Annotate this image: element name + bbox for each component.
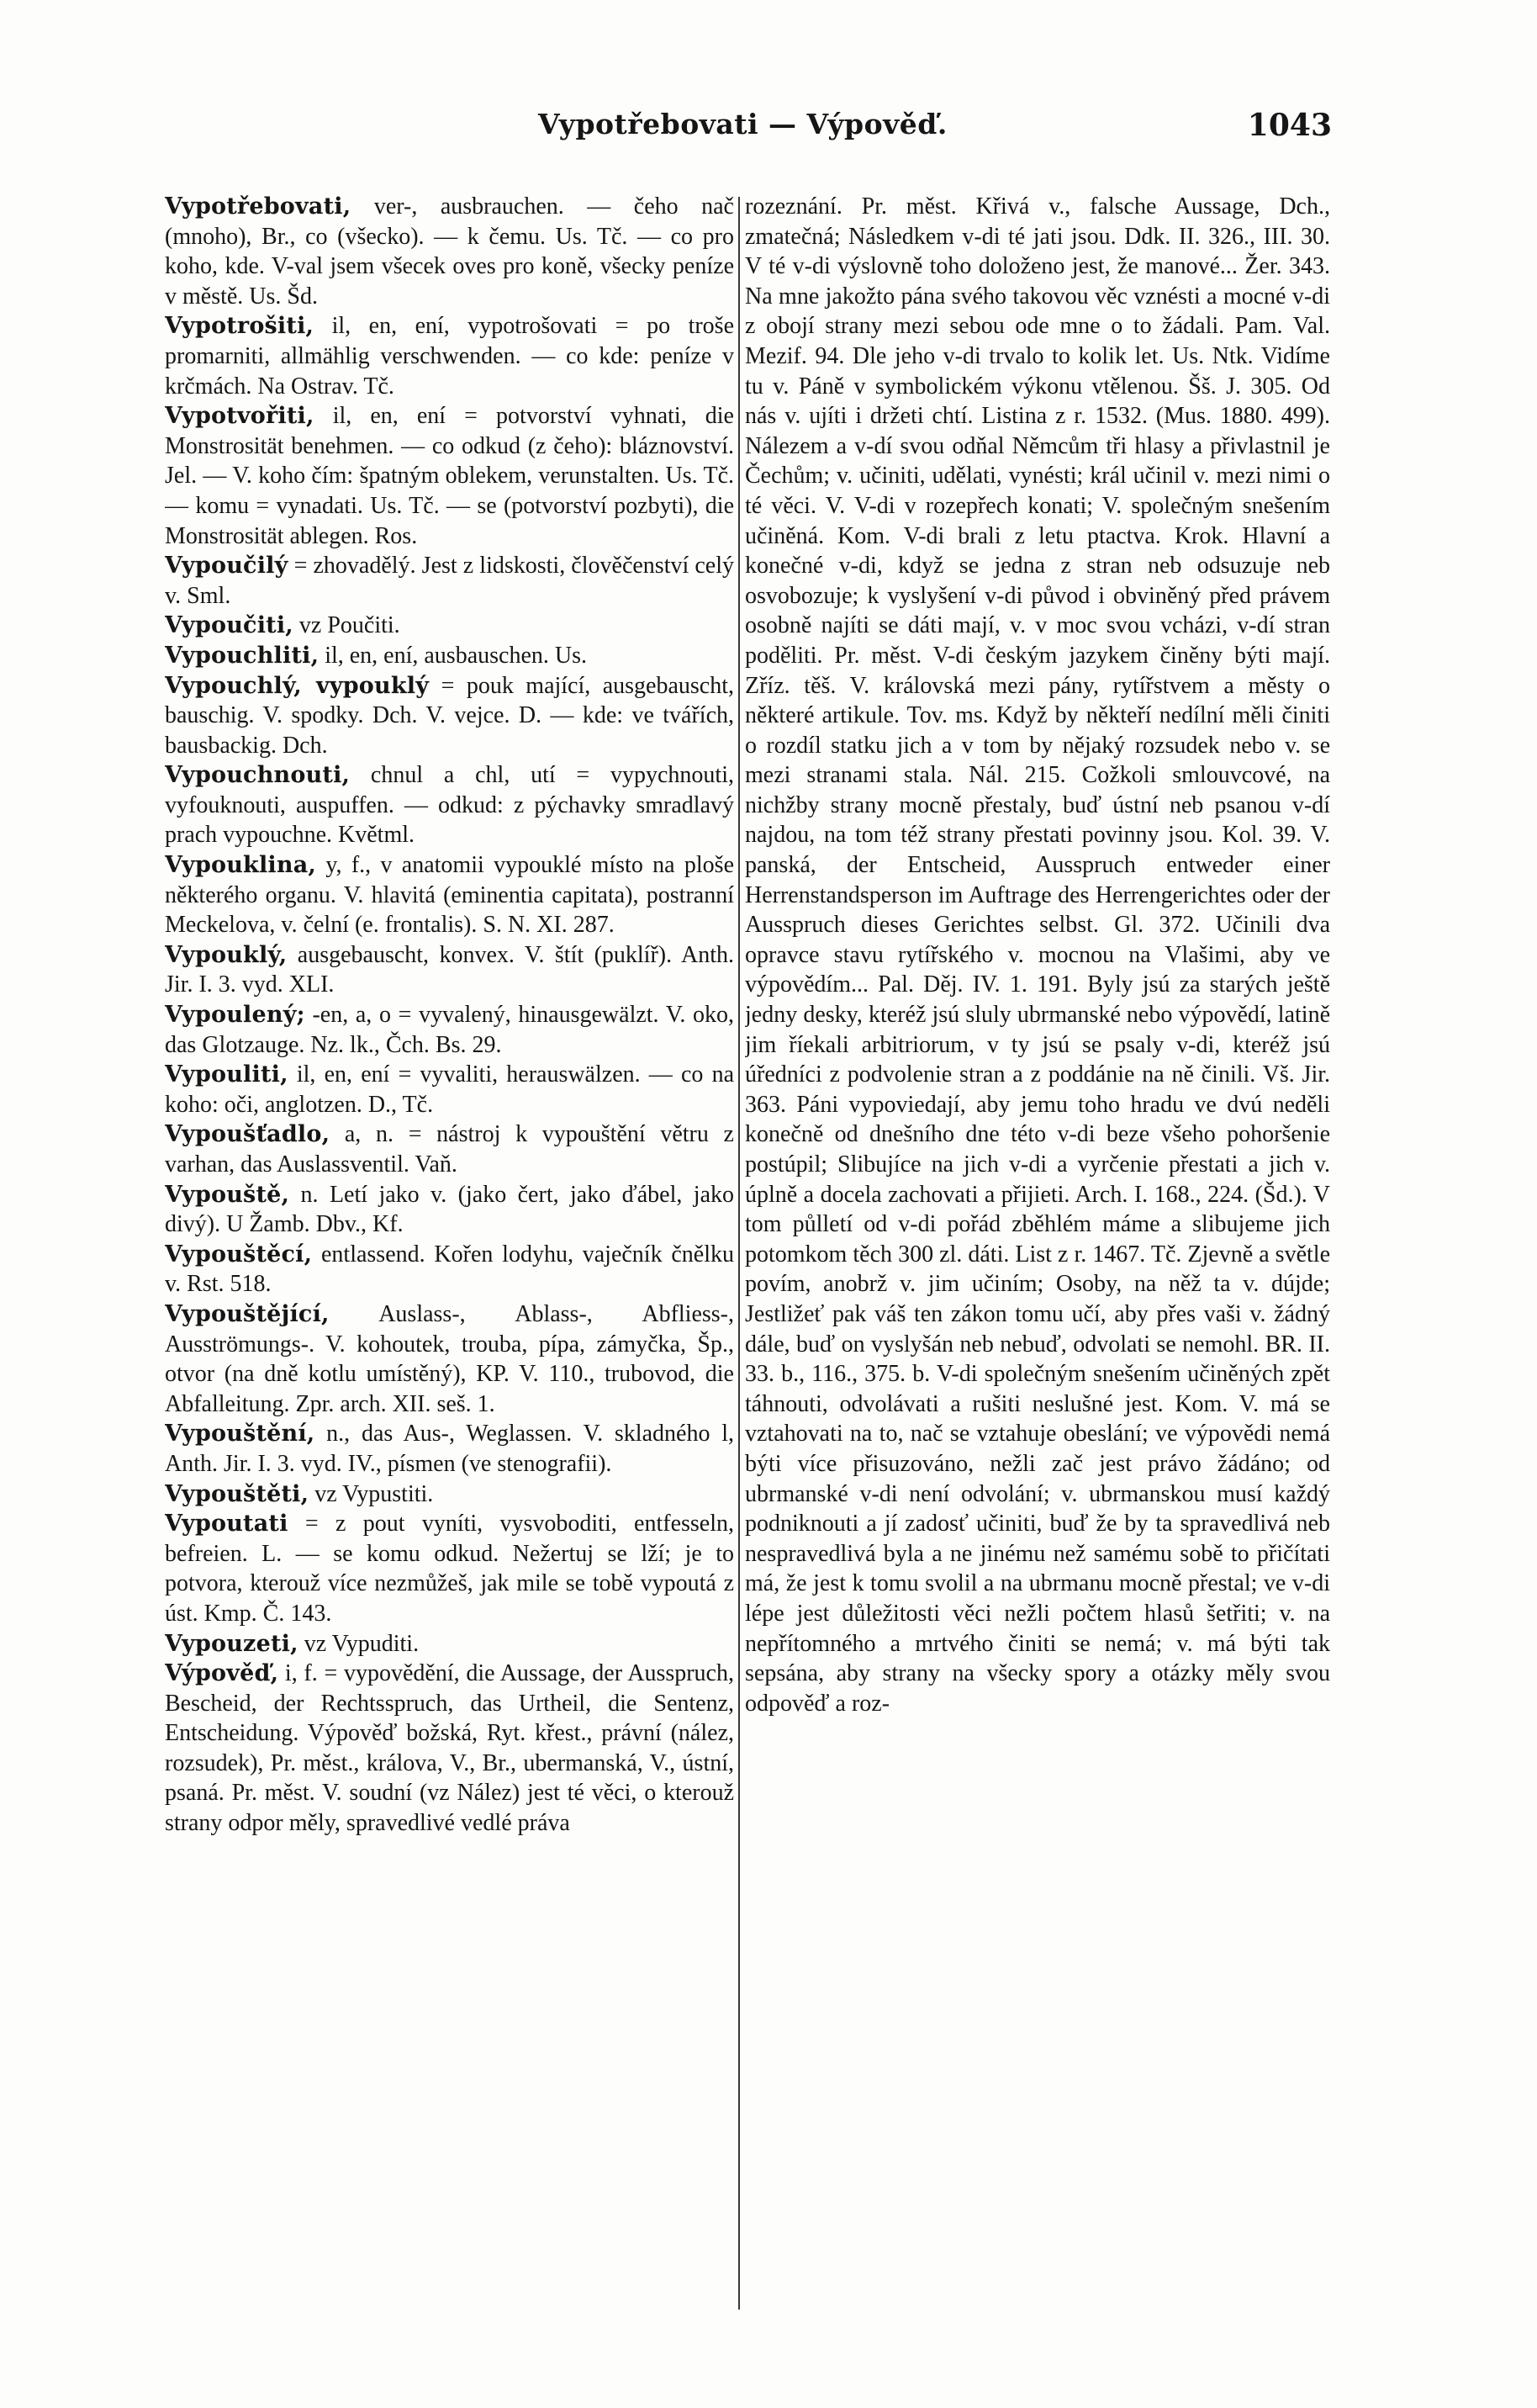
- entry-headword: Vypouštěcí,: [165, 1241, 313, 1268]
- dictionary-entry: [165, 1000, 734, 1060]
- dictionary-entry: [165, 1060, 734, 1119]
- right-column: [745, 192, 1330, 2362]
- dictionary-entry: [165, 1629, 734, 1659]
- page-number: 1043: [1247, 108, 1332, 143]
- entry-definition: vz Vypuditi.: [298, 1630, 420, 1657]
- entry-definition: vz Vypustiti.: [309, 1480, 434, 1507]
- dictionary-entry: [165, 1299, 734, 1419]
- entry-definition: -en, a, o = vyvalený, hinausgewälzt. V. oko, das Glotzauge. Nz. lk., Čch. Bs. 29.: [165, 1002, 734, 1058]
- entry-definition: n. Letí jako v. (jako čert, jako ďábel, jako divý). U Žamb. Dbv., Kf.: [165, 1181, 734, 1238]
- running-head-title: Vypotřebovati — Výpověď.: [538, 108, 948, 140]
- entry-definition: il, en, ení = potvorství vyhnati, die Monstrosität benehmen. — co odkud (z čeho): bláznovství. Jel. — V. koho čím: špatným oblekem, verunstalten. Us. Tč. — komu = vynadati. Us. Tč. — se (potvorství pozbyti), die Monstrosität ablegen. Ros.: [165, 403, 734, 549]
- entry-headword: Vypouklina,: [165, 852, 317, 879]
- dictionary-entry: [165, 760, 734, 850]
- entry-headword: Výpověď,: [165, 1660, 279, 1687]
- entry-headword: Vypouštějící,: [165, 1300, 330, 1327]
- dictionary-entry: [165, 192, 734, 311]
- entry-definition: i, f. = vypovědění, die Aussage, der Ausspruch, Bescheid, der Rechtsspruch, das Urtheil, die Sentenz, Entscheidung. Výpověď božská, Ryt. křest., právní (nález, rozsudek), Pr. měst., králova, V., Br., ubermanská, V., ústní, psaná. Pr. měst. V. soudní (vz Nález) jest té věci, o kterouž strany odpor měly, spravedlivé vedlé práva: [165, 1660, 734, 1837]
- dictionary-entry: [165, 940, 734, 1000]
- dictionary-entry: [165, 551, 734, 611]
- entry-definition: il, en, ení, vypotrošovati = po troše promarniti, allmählig verschwenden. — co kde: peníze v krčmách. Na Ostrav. Tč.: [165, 313, 734, 400]
- dictionary-entry: [165, 641, 734, 671]
- dictionary-entry: [165, 1119, 734, 1179]
- dictionary-entry: [165, 611, 734, 641]
- dictionary-entry: [165, 1509, 734, 1628]
- dictionary-entry: [165, 671, 734, 761]
- dictionary-entry: [165, 401, 734, 551]
- entry-definition: chnul a chl, utí = vypychnouti, vyfouknouti, auspuffen. — odkud: z pýchavky smradlavý prach vypouchne. Květml.: [165, 762, 734, 849]
- entry-headword: Vypouzeti,: [165, 1630, 298, 1657]
- entry-definition: il, en, ení = vyvaliti, herauswälzen. — co na koho: oči, anglotzen. D., Tč.: [165, 1061, 734, 1118]
- dictionary-entry: [165, 1240, 734, 1299]
- entry-headword: Vypotrošiti,: [165, 313, 314, 340]
- entry-headword: Vypouštění,: [165, 1421, 315, 1447]
- entry-headword: Vypouště,: [165, 1181, 290, 1208]
- dictionary-entry: [165, 850, 734, 940]
- entry-definition: vz Poučiti.: [293, 612, 400, 639]
- entry-headword: Vypouliti,: [165, 1061, 288, 1088]
- dictionary-entry: [165, 1479, 734, 1510]
- entry-definition: ver-, ausbrauchen. — čeho nač (mnoho), Br., co (všecko). — k čemu. Us. Tč. — co pro koho, kde. V-val jsem všecek oves pro koně, všecky peníze v městě. Us. Šd.: [165, 193, 734, 310]
- dictionary-entry: [165, 1180, 734, 1240]
- entry-headword: Vypoulený;: [165, 1002, 305, 1029]
- entry-headword: Vypotřebovati,: [165, 193, 351, 220]
- entry-headword: Vypouchlý, vypouklý: [165, 672, 430, 699]
- entry-definition: ausgebauscht, konvex. V. štít (puklíř). Anth. Jir. I. 3. vyd. XLI.: [165, 941, 734, 998]
- dictionary-entry: [165, 1419, 734, 1479]
- entry-definition: = pouk mající, ausgebauscht, bauschig. V. spodky. Dch. V. vejce. D. — kde: ve tvářích, bausbackig. Dch.: [165, 672, 734, 759]
- entry-definition: il, en, ení, ausbauschen. Us.: [319, 642, 588, 669]
- entry-headword: Vypoučiti,: [165, 612, 293, 639]
- dictionary-entry: [165, 311, 734, 401]
- running-head: [0, 108, 1537, 148]
- entry-headword: Vypoučilý: [165, 553, 288, 580]
- entry-headword: Vypoutati: [165, 1511, 288, 1537]
- entry-continuation: rozeznání. Pr. měst. Křivá v., falsche Aussage, Dch., zmatečná; Následkem v-di té jati jsou. Ddk. II. 326., III. 30. V té v-di výslovně toho doloženo jest, že manové... Žer. 343. Na mne jakožto pána svého takovou věc vznésti a mocné v-di z obojí strany mezi sebou ode mne o to žádali. Pam. Val. Mezif. 94. Dle jeho v-di trvalo to kolik let. Us. Ntk. Vidíme tu v. Páně v symbolickém výkonu vtělenou. Šš. J. 305. Od nás v. ujíti i držeti chtí. Listina z r. 1532. (Mus. 1880. 499). Nálezem a v-dí svou odňal Němcům tři hlasy a přivlastnil je Čechům; v. učiniti, udělati, vynésti; král učinil v. mezi nimi o té věci. V. V-di v rozepřech konati; V. společným snešením učiněná. Kom. V-di brali z letu ptactva. Krok. Hlavní a konečné v-di, když se jedna z stran neb odsuzuje neb osvobozuje; k vyslyšení v-di původ i obviněný před právem osobně najíti se dáti mají, v. v moc svou vcházi, v-dí stran poděliti. Pr. měst. V-di českým jazykem činěny býti mají. Zříz. těš. V. královská mezi pány, rytířstvem a městy o některé artikule. Tov. ms. Když by někteří nedílní měli činiti o rozdíl statku jich a v tom by nějaký rozsudek nebo v. se mezi stranami stala. Nál. 215. Cožkoli smlouvcové, na nichžby strany mocně přestaly, buď ústní neb psanou v-dí najdou, na tom též strany přestati povinny jsou. Kol. 39. V. panská, der Entscheid, Ausspruch entweder einer Herrenstandsperson im Auftrage des Herrengerichtes oder der Ausspruch dieses Gerichtes selbst. Gl. 372. Učinili dva opravce stavu rytířského v. mocnou na Vlašimi, aby ve výpovědím... Pal. Děj. IV. 1. 191. Byly jsú za starých ještě jedny desky, kteréž jsú sluly ubrmanské nebo výpovědí, latině jim říekali arbitriorum, v ty jsú se psaly v-di, kteréž jsú úředníci z podvolenie stran a z poddánie na ně činili. Vš. Jir. 363. Páni vypoviedají, aby jemu toho hradu ve dvú neděli konečně od dnešního dne této v-di beze všeho pohoršenie postúpil; Slibujíce na jich v-di a vyrčenie přestati a jich v. úplně a docela zachovati a přijieti. Arch. I. 168., 224. (Šd.). V tom půlletí od v-di pořád zběhlém máme a slibujeme jich potomkom těch 300 zl. dáti. List z r. 1467. Tč. Zjevně a světle povím, anobrž v. jim učiním; Osoby, na něž ta v. dújde; Jestližeť pak váš ten zákon tomu učí, aby přes vaši v. žádný dále, buď on vyslyšán neb nebuď, odvolati se nemohl. BR. II. 33. b., 116., 375. b. V-di společným snešením učiněných zpět táhnouti, odvolávati a rušiti neslušné jest. Kom. V. má se vztahovati na to, nač se vztahuje obeslání; ve výpovědi nemá býti více přisuzováno, nežli zač jest právo žádáno; od ubrmanské v-di není odvolání; v. ubrmanskou musí každý podniknouti a jí zadosť učiniti, buď že by ta spravedlivá neb nespravedlivá byla a ne jinému než samému sobě to přičítati má, že jest k tomu svolil a na ubrmanu mocně přestal; ve v-di lépe jest důležitosti věci nežli počtem hlasů šetřiti; v. na nepřítomného a mrtvého činiti se nemá; v. má býti tak sepsána, aby strany na všecky spory a otázky měly svou odpověď a roz-: [745, 193, 1330, 1717]
- dictionary-entry: [165, 1659, 734, 1839]
- entry-headword: Vypouštěti,: [165, 1480, 309, 1507]
- entry-definition: Auslass-, Ablass-, Abfliess-, Ausströmungs-. V. kohoutek, trouba, pípa, zámyčka, Šp., otvor (na dně kotlu umístěný), KP. V. 110., trubovod, die Abfalleitung. Zpr. arch. XII. seš. 1.: [165, 1300, 734, 1417]
- entry-definition: = z pout vyníti, vysvoboditi, entfesseln, befreien. L. — se komu odkud. Nežertuj se lží; je to potvora, kterouž více nezmůžeš, jak mile se tobě vypoutá z úst. Kmp. Č. 143.: [165, 1511, 734, 1627]
- entry-definition: n., das Aus-, Weglassen. V. skladného l, Anth. Jir. I. 3. vyd. IV., písmen (ve stenografii).: [165, 1421, 734, 1477]
- entry-headword: Vypouchliti,: [165, 642, 320, 669]
- left-column: [165, 192, 734, 2362]
- entry-headword: Vypoušťadlo,: [165, 1121, 330, 1148]
- entry-headword: Vypouklý,: [165, 941, 288, 968]
- entry-headword: Vypouchnouti,: [165, 762, 351, 789]
- entry-definition: y, f., v anatomii vypouklé místo na ploše některého organu. V. hlavitá (eminentia capitata), postranní Meckelova, v. čelní (e. frontalis). S. N. XI. 287.: [165, 852, 734, 939]
- entry-definition: a, n. = nástroj k vypouštění větru z varhan, das Auslassventil. Vaň.: [165, 1121, 734, 1178]
- entry-definition: entlassend. Kořen lodyhu, vaječník čnělku v. Rst. 518.: [165, 1241, 734, 1298]
- entry-headword: Vypotvořiti,: [165, 403, 314, 430]
- column-divider: [738, 197, 740, 2310]
- entry-definition: = zhovadělý. Jest z lidskosti, člověčenství celý v. Sml.: [165, 553, 734, 609]
